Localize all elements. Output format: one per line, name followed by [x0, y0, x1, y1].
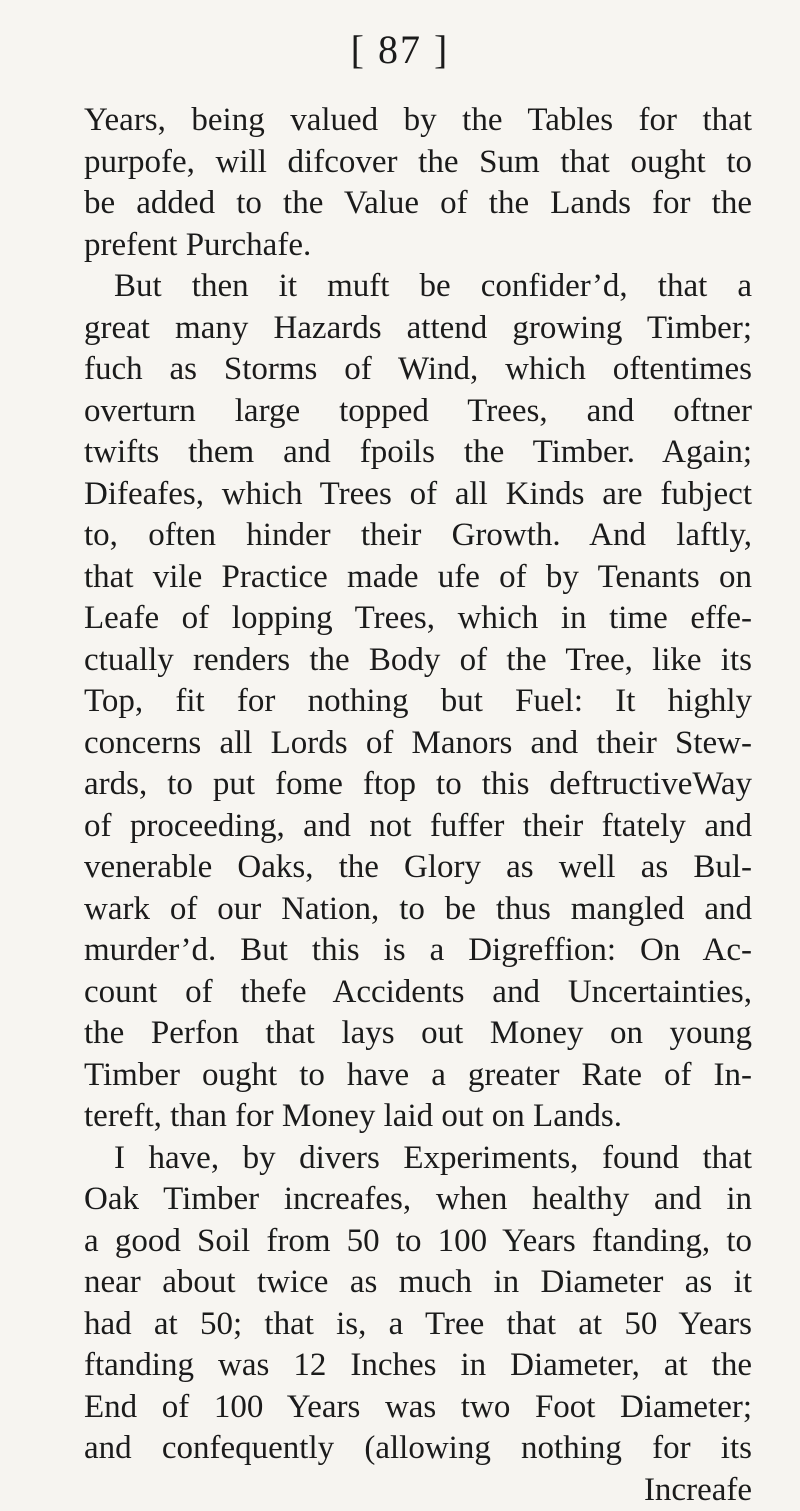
- text-line: Oak Timber increafes, when healthy and in: [84, 1179, 752, 1221]
- text-line: overturn large topped Trees, and oftner: [84, 391, 752, 433]
- text-line: murder’d. But this is a Digreffion: On Ac-: [84, 930, 752, 972]
- text-line: fuch as Storms of Wind, which oftentimes: [84, 349, 752, 391]
- text-line: had at 50; that is, a Tree that at 50 Years: [84, 1304, 752, 1346]
- text-line: Difeafes, which Trees of all Kinds are fubject: [84, 474, 752, 516]
- text-line: I have, by divers Experiments, found that: [84, 1138, 752, 1180]
- text-line: the Perfon that lays out Money on young: [84, 1013, 752, 1055]
- text-line: to, often hinder their Growth. And laftly,: [84, 515, 752, 557]
- text-line: near about twice as much in Diameter as it: [84, 1262, 752, 1304]
- text-line: concerns all Lords of Manors and their Stew-: [84, 723, 752, 765]
- text-line: that vile Practice made ufe of by Tenants on: [84, 557, 752, 599]
- text-line: twifts them and fpoils the Timber. Again;: [84, 432, 752, 474]
- text-line: But then it muft be confider’d, that a: [84, 266, 752, 308]
- text-line: ards, to put fome ftop to this deftructiveWay: [84, 764, 752, 806]
- catchword: Increafe: [84, 1470, 752, 1511]
- text-line: great many Hazards attend growing Timber;: [84, 308, 752, 350]
- text-line: ftanding was 12 Inches in Diameter, at the: [84, 1345, 752, 1387]
- text-line: a good Soil from 50 to 100 Years ftanding, to: [84, 1221, 752, 1263]
- body-text: [84, 100, 752, 1511]
- text-line: and confequently (allowing nothing for its: [84, 1428, 752, 1470]
- text-line: venerable Oaks, the Glory as well as Bul-: [84, 847, 752, 889]
- text-line: Timber ought to have a greater Rate of In-: [84, 1055, 752, 1097]
- text-line: prefent Purchafe.: [84, 225, 752, 267]
- text-line: purpofe, will difcover the Sum that ought to: [84, 142, 752, 184]
- text-line: Top, fit for nothing but Fuel: It highly: [84, 681, 752, 723]
- text-line: Years, being valued by the Tables for that: [84, 100, 752, 142]
- text-line: of proceeding, and not fuffer their ftately and: [84, 806, 752, 848]
- text-line: Leafe of lopping Trees, which in time effe-: [84, 598, 752, 640]
- text-line: count of thefe Accidents and Uncertainties,: [84, 972, 752, 1014]
- page-number-header: [ 87 ]: [0, 22, 800, 78]
- text-line: End of 100 Years was two Foot Diameter;: [84, 1387, 752, 1429]
- text-line: ctually renders the Body of the Tree, like its: [84, 640, 752, 682]
- text-line: be added to the Value of the Lands for the: [84, 183, 752, 225]
- text-line: wark of our Nation, to be thus mangled and: [84, 889, 752, 931]
- text-line: tereft, than for Money laid out on Lands.: [84, 1096, 752, 1138]
